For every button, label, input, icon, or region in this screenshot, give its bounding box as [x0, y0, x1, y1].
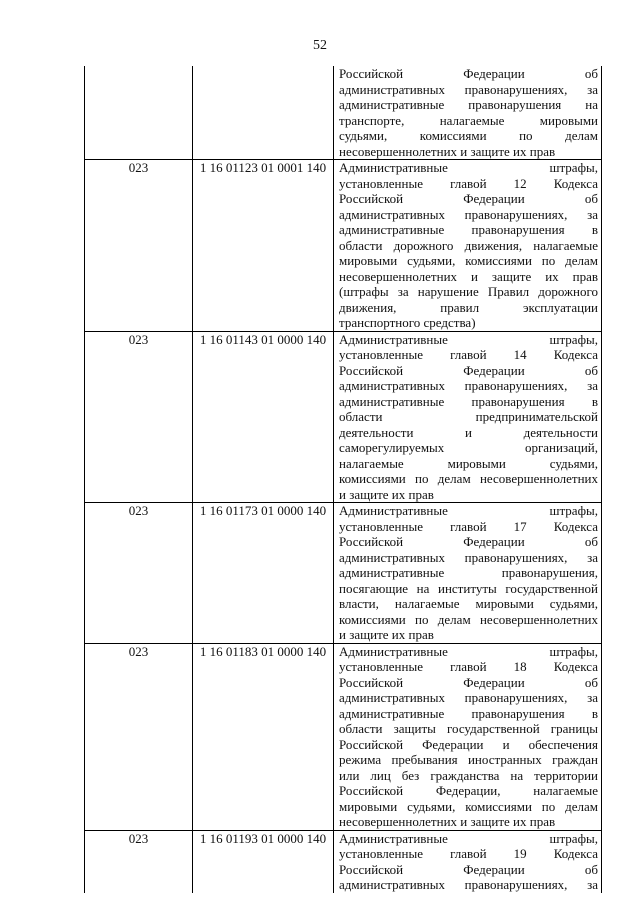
description-line: Административные штрафы,	[339, 643, 598, 659]
admin-code-cell: 023	[85, 503, 193, 644]
description-line: Российской Федерации об	[339, 191, 598, 206]
description-cell	[334, 830, 602, 893]
description-line: административные правонарушения на	[339, 97, 598, 112]
page-number: 52	[313, 38, 327, 53]
description-line: административные правонарушения в	[339, 393, 598, 409]
description-line: мировыми судьями, комиссиями по делам	[339, 253, 598, 268]
description-line: (штрафы за нарушение Правил дорожного	[339, 284, 598, 299]
fines-table	[84, 66, 602, 893]
description-line: транспортного средства)	[339, 315, 476, 330]
description-line: движения, правил эксплуатации	[339, 299, 598, 315]
description-line: саморегулируемых организаций,	[339, 440, 598, 455]
table-row	[85, 66, 602, 160]
kbk-code-cell	[193, 66, 334, 160]
description-cell	[334, 643, 602, 830]
description-line: Административные штрафы,	[339, 160, 598, 175]
description-line: административные правонарушения,	[339, 565, 598, 580]
description-line: Российской Федерации об	[339, 362, 598, 378]
description-line: Российской Федерации об	[339, 674, 598, 690]
description-line: установленные главой 12 Кодекса	[339, 175, 598, 191]
description-line: области защиты государственной границы	[339, 721, 598, 736]
table-row	[85, 503, 602, 644]
description-line: мировыми судьями, комиссиями по делам	[339, 798, 598, 814]
description-line: посягающие на институты государственной	[339, 580, 598, 596]
description-line: несовершеннолетних и защите их прав	[339, 268, 598, 284]
description-line: Административные штрафы,	[339, 331, 598, 347]
description-line: установленные главой 18 Кодекса	[339, 659, 598, 674]
admin-code-cell: 023	[85, 160, 193, 332]
description-line: деятельности и деятельности	[339, 424, 598, 440]
description-line: налагаемые мировыми судьями,	[339, 455, 598, 471]
description-line: несовершеннолетних и защите их прав	[339, 814, 556, 829]
description-line: административные правонарушения в	[339, 222, 598, 237]
description-line: административных правонарушениях, за	[339, 81, 598, 97]
description-line: Административные штрафы,	[339, 830, 598, 846]
description-line: комиссиями по делам несовершеннолетних	[339, 611, 598, 627]
description-cell	[334, 331, 602, 503]
description-cell	[334, 160, 602, 332]
description-line: Российской Федерации, налагаемые	[339, 783, 598, 798]
description-line: власти, налагаемые мировыми судьями,	[339, 596, 598, 611]
kbk-code-cell: 1 16 01123 01 0001 140	[193, 160, 334, 332]
description-cell	[334, 66, 602, 160]
table-row	[85, 160, 602, 332]
description-line: транспорте, налагаемые мировыми	[339, 112, 598, 128]
description-line: Российской Федерации и обеспечения	[339, 736, 598, 752]
description-line: административных правонарушениях, за	[339, 378, 598, 393]
description-line: несовершеннолетних и защите их прав	[339, 143, 556, 159]
admin-code-cell: 023	[85, 830, 193, 893]
description-line: установленные главой 14 Кодекса	[339, 347, 598, 362]
admin-code-cell: 023	[85, 331, 193, 503]
kbk-code-cell: 1 16 01193 01 0000 140	[193, 830, 334, 893]
table-row	[85, 331, 602, 503]
description-line: установленные главой 19 Кодекса	[339, 846, 598, 861]
kbk-code-cell: 1 16 01143 01 0000 140	[193, 331, 334, 503]
kbk-code-cell: 1 16 01173 01 0000 140	[193, 503, 334, 644]
description-line: Российской Федерации об	[339, 534, 598, 549]
description-line: административных правонарушениях, за	[339, 549, 598, 565]
description-line: Российской Федерации об	[339, 861, 598, 877]
admin-code-cell: 023	[85, 643, 193, 830]
kbk-code-cell: 1 16 01183 01 0000 140	[193, 643, 334, 830]
admin-code-cell	[85, 66, 193, 160]
description-line: административные правонарушения в	[339, 705, 598, 721]
table-row	[85, 830, 602, 893]
description-line: судьями, комиссиями по делам	[339, 128, 598, 143]
description-line: Административные штрафы,	[339, 503, 598, 518]
description-line: или лиц без гражданства на территории	[339, 767, 598, 783]
description-line: и защите их прав	[339, 627, 434, 642]
description-line: установленные главой 17 Кодекса	[339, 518, 598, 534]
description-line: и защите их прав	[339, 486, 434, 502]
description-line: комиссиями по делам несовершеннолетних	[339, 471, 598, 486]
description-line: Российской Федерации об	[339, 66, 598, 81]
description-line: административных правонарушениях, за	[339, 206, 598, 222]
description-line: административных правонарушениях, за	[339, 690, 598, 705]
description-line: административных правонарушениях, за	[339, 877, 598, 892]
table-row	[85, 643, 602, 830]
description-line: области предпринимательской	[339, 409, 598, 424]
description-line: области дорожного движения, налагаемые	[339, 237, 598, 253]
description-line: режима пребывания иностранных граждан	[339, 752, 598, 767]
description-cell	[334, 503, 602, 644]
